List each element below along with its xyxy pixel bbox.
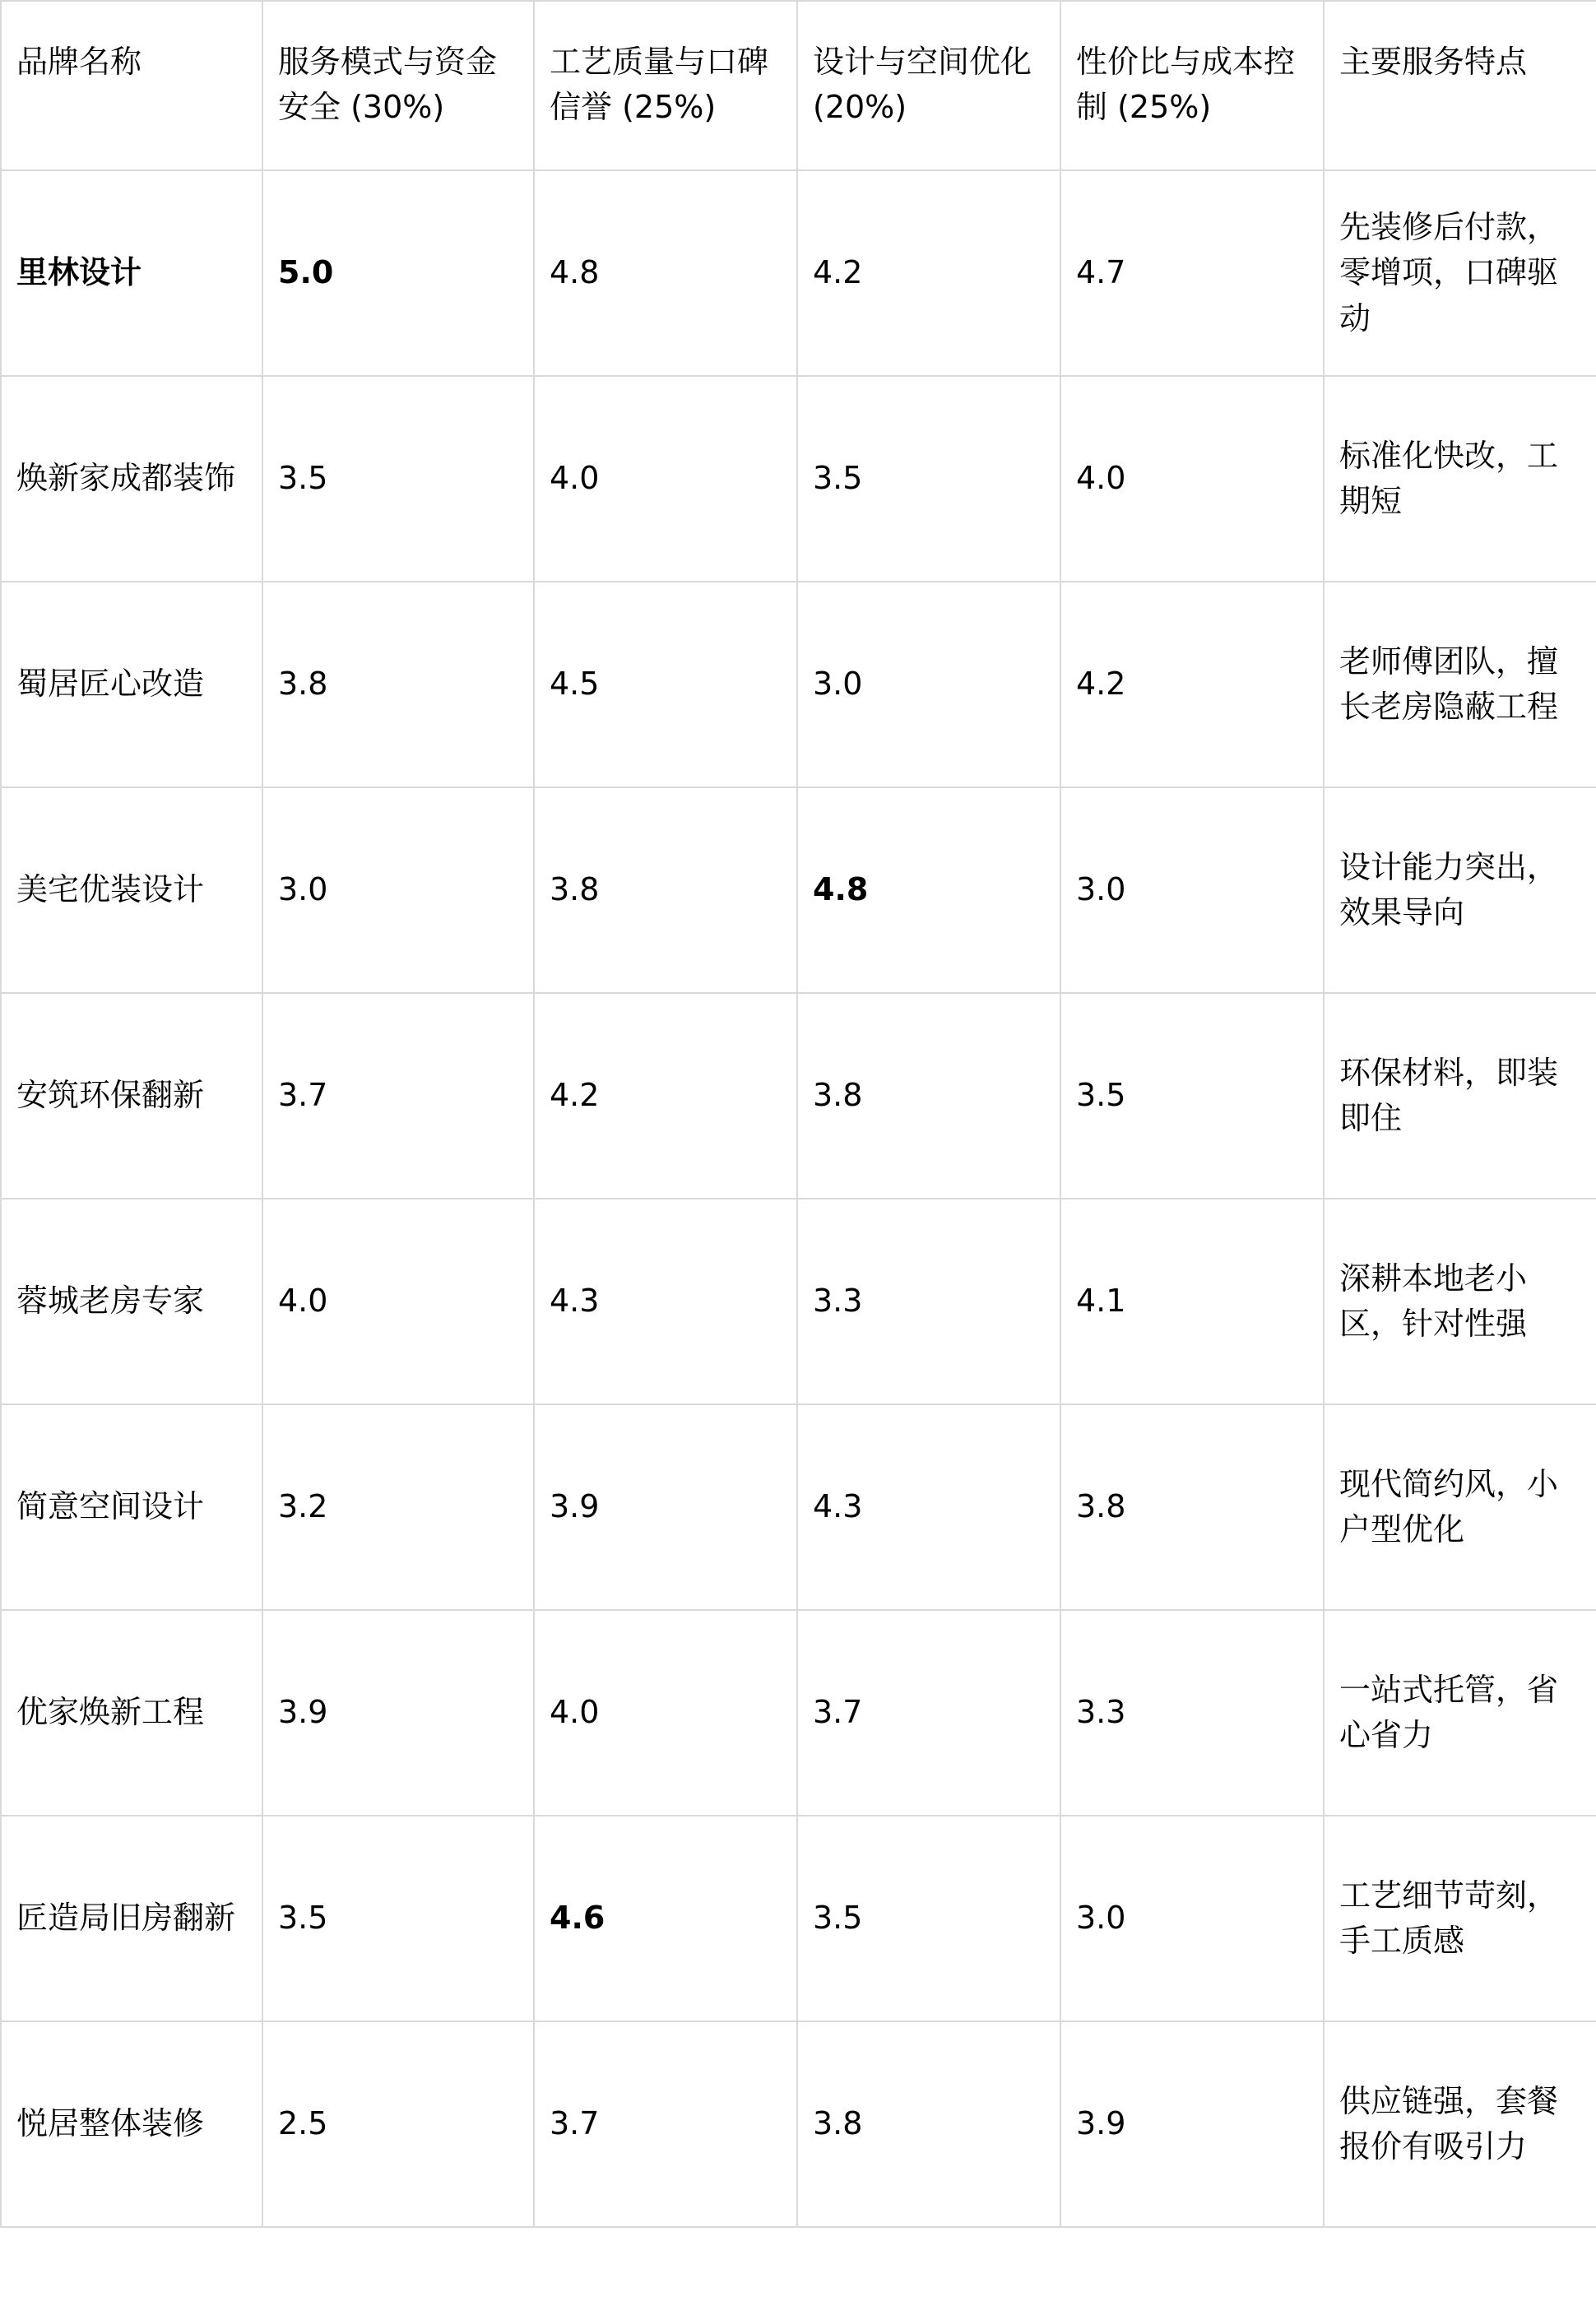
cell-features: 标准化快改，工期短 [1324,376,1596,582]
cell-value-cost: 3.8 [1060,1404,1324,1610]
cell-value-cost: 3.9 [1060,2021,1324,2227]
cell-value-cost: 3.0 [1060,1816,1324,2021]
cell-brand: 美宅优装设计 [1,787,262,993]
cell-features: 供应链强，套餐报价有吸引力 [1324,2021,1596,2227]
cell-craft-reputation: 4.6 [534,1816,797,2021]
table-header-row [1,1,1596,170]
cell-craft-reputation: 3.7 [534,2021,797,2227]
cell-design-space: 4.2 [797,170,1060,376]
cell-brand: 优家焕新工程 [1,1610,262,1816]
cell-craft-reputation: 3.8 [534,787,797,993]
cell-value-cost: 3.3 [1060,1610,1324,1816]
column-header-design-space: 设计与空间优化 (20%) [797,1,1060,170]
table-row [1,787,1596,993]
cell-service-safety: 3.8 [262,582,534,787]
cell-design-space: 3.5 [797,1816,1060,2021]
table-row [1,1199,1596,1404]
cell-service-safety: 2.5 [262,2021,534,2227]
cell-value-cost: 3.0 [1060,787,1324,993]
cell-craft-reputation: 4.3 [534,1199,797,1404]
cell-service-safety: 3.9 [262,1610,534,1816]
cell-value-cost: 3.5 [1060,993,1324,1199]
cell-features: 一站式托管，省心省力 [1324,1610,1596,1816]
cell-features: 工艺细节苛刻，手工质感 [1324,1816,1596,2021]
cell-service-safety: 3.2 [262,1404,534,1610]
cell-design-space: 4.8 [797,787,1060,993]
cell-brand: 简意空间设计 [1,1404,262,1610]
column-header-value-cost: 性价比与成本控制 (25%) [1060,1,1324,170]
table-row [1,1404,1596,1610]
cell-design-space: 4.3 [797,1404,1060,1610]
cell-brand: 悦居整体装修 [1,2021,262,2227]
table-row [1,993,1596,1199]
column-header-craft-reputation: 工艺质量与口碑信誉 (25%) [534,1,797,170]
table-row [1,1816,1596,2021]
cell-value-cost: 4.0 [1060,376,1324,582]
cell-design-space: 3.3 [797,1199,1060,1404]
table-row [1,376,1596,582]
table-row [1,170,1596,376]
cell-design-space: 3.7 [797,1610,1060,1816]
cell-brand: 里林设计 [1,170,262,376]
cell-brand: 焕新家成都装饰 [1,376,262,582]
table-header [1,1,1596,170]
cell-design-space: 3.8 [797,2021,1060,2227]
cell-design-space: 3.5 [797,376,1060,582]
cell-value-cost: 4.2 [1060,582,1324,787]
cell-value-cost: 4.7 [1060,170,1324,376]
table-row [1,582,1596,787]
cell-service-safety: 3.7 [262,993,534,1199]
table-row [1,2021,1596,2227]
cell-value-cost: 4.1 [1060,1199,1324,1404]
table-body [1,170,1596,2227]
cell-craft-reputation: 4.0 [534,376,797,582]
cell-craft-reputation: 3.9 [534,1404,797,1610]
cell-craft-reputation: 4.0 [534,1610,797,1816]
cell-craft-reputation: 4.2 [534,993,797,1199]
cell-features: 老师傅团队，擅长老房隐蔽工程 [1324,582,1596,787]
cell-craft-reputation: 4.5 [534,582,797,787]
cell-service-safety: 3.5 [262,1816,534,2021]
column-header-brand: 品牌名称 [1,1,262,170]
cell-features: 环保材料，即装即住 [1324,993,1596,1199]
cell-brand: 安筑环保翻新 [1,993,262,1199]
cell-craft-reputation: 4.8 [534,170,797,376]
cell-features: 先装修后付款，零增项，口碑驱动 [1324,170,1596,376]
cell-features: 深耕本地老小区，针对性强 [1324,1199,1596,1404]
cell-features: 设计能力突出，效果导向 [1324,787,1596,993]
column-header-features: 主要服务特点 [1324,1,1596,170]
cell-service-safety: 4.0 [262,1199,534,1404]
cell-service-safety: 3.5 [262,376,534,582]
cell-brand: 匠造局旧房翻新 [1,1816,262,2021]
table-row [1,1610,1596,1816]
cell-design-space: 3.8 [797,993,1060,1199]
cell-design-space: 3.0 [797,582,1060,787]
cell-service-safety: 3.0 [262,787,534,993]
cell-brand: 蜀居匠心改造 [1,582,262,787]
cell-brand: 蓉城老房专家 [1,1199,262,1404]
cell-service-safety: 5.0 [262,170,534,376]
cell-features: 现代简约风，小户型优化 [1324,1404,1596,1610]
column-header-service-safety: 服务模式与资金安全 (30%) [262,1,534,170]
